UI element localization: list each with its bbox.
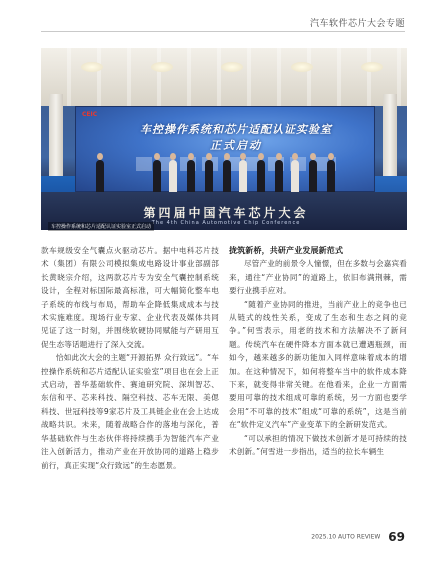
ceiling-lamp: [221, 62, 243, 72]
left-paragraph-1: 款车规级安全气囊点火驱动芯片。据中电科芯片技术（集团）有限公司模拟集成电路设计事业部副部长黄晓宗介绍，这两款芯片专为安全气囊控制系统设计，全程对标国际最高标准，可大幅简化整车电子系统的布线与布局，帮助车企降低集成成本与技术实施难度。现场行业专家、企业代表及媒体共同见证了这一时刻，并围绕软硬协同赋能与产研用互促生态等话题进行了深入交流。: [41, 246, 219, 349]
running-header: 汽车软件芯片大会专题: [309, 19, 405, 29]
left-column: [41, 244, 219, 472]
person: [257, 160, 265, 194]
page-number: 69: [388, 530, 405, 544]
person: [153, 160, 161, 194]
right-paragraph-1: 尽管产业的前景令人憧憬，但在多数与会嘉宾看来，通往“产业协同”的道路上，依旧布满荆棘，需要行业携手应对。: [229, 259, 407, 296]
ceiling-lamp: [291, 62, 313, 72]
person: [169, 160, 177, 194]
hall-ceiling: [41, 48, 407, 106]
person: [223, 160, 231, 194]
issue-date: 2025.10: [311, 533, 337, 541]
stage-title: 第四届中国汽车芯片大会: [143, 206, 309, 220]
screen-logo: CEIC: [82, 111, 98, 118]
person: [205, 160, 213, 194]
section-heading: 拢筑新桥，共研产业发展新范式: [229, 246, 344, 255]
photo-caption: 车控操作系统和芯片适配认证实验室正式启动: [48, 222, 154, 231]
person: [96, 160, 104, 194]
person: [275, 160, 283, 194]
person: [291, 160, 299, 194]
magazine-name: AUTO REVIEW: [338, 533, 381, 541]
page-footer: [311, 530, 405, 544]
stage-subtitle: The 4th China Automotive Chip Conference: [151, 220, 301, 226]
person: [239, 160, 247, 194]
right-paragraph-3: “可以承担的情况下做技术创新才是可持续的技术创新。”何雪进一步指出，适当的拉长车辆生: [229, 433, 407, 457]
person: [309, 160, 317, 194]
right-paragraph-2: “随着产业协同的推进，当前产业上的竞争也已从链式的线性关系，变成了生态和生态之间的竞争。”何雪表示，用老的技术和方法解决不了新问题。传统汽车在硬件降本方面本就已遭遇瓶颈，而如今，越来越多的新功能加入同样意味着成本的增加。在这种情况下，如何将整车当中的软件成本降下来，就变得非常关键。在他看来，企业一方面需要用可靠的技术组成可靠的系统，另一方面也要学会用“不可靠的技术”组成“可靠的系统”，这是当前在“软件定义汽车”产业变革下的全新研发范式。: [229, 299, 407, 430]
event-photo: [41, 48, 407, 230]
ceiling-lamp: [151, 62, 173, 72]
screen-title: 车控操作系统和芯片适配认证实验室: [140, 123, 332, 136]
right-column: [229, 244, 407, 459]
person: [187, 160, 195, 194]
ceiling-lamp: [361, 62, 383, 72]
left-paragraph-2: 恰如此次大会的主题“开源拓界 众行致远”。“车控操作系统和芯片适配认证实验室”项目也在会上正式启动，普华基础软件、赛迪研究院、深圳智芯、东信和平、芯来科技、隔空科技、芯车无限、美偲科技、世冠科技等9家芯片及工具链企业在会上达成战略共识。未来，随着战略合作的落地与深化，普华基础软件与生态伙伴将持续携手为智能汽车产业注入创新活力，推动产业在开放协同的道路上稳步前行，真正实现“众行致远”的生态愿景。: [41, 353, 219, 470]
person: [327, 160, 335, 194]
screen-partner-logos: [136, 157, 336, 171]
screen-subtitle: 正式启动: [210, 139, 262, 152]
header-rule: [41, 31, 405, 32]
ceiling-lamp: [81, 62, 103, 72]
